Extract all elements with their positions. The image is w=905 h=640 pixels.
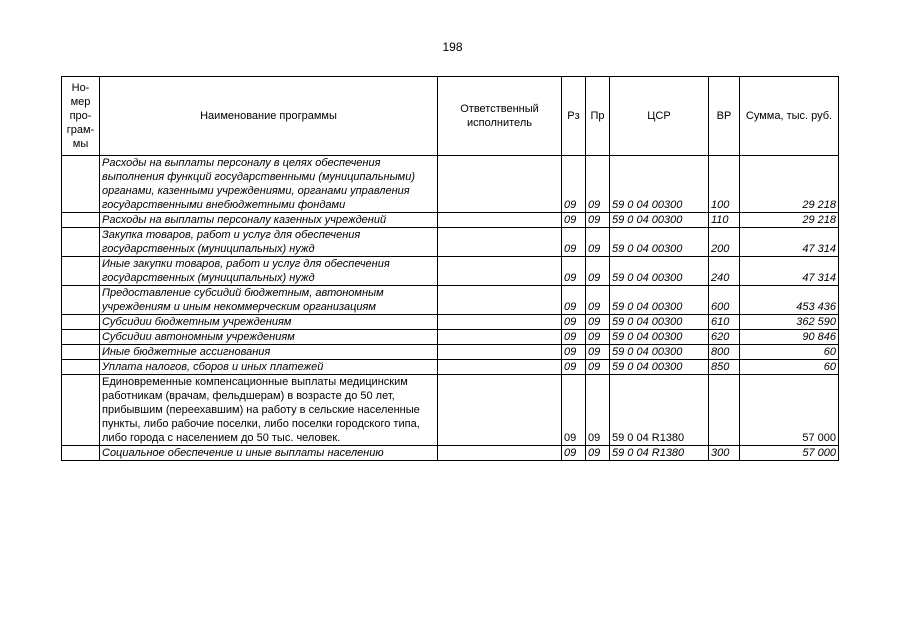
vr-cell: 800 xyxy=(709,345,740,360)
csr-cell: 59 0 04 R1380 xyxy=(610,375,709,446)
csr-cell: 59 0 04 00300 xyxy=(610,156,709,213)
vr-cell: 850 xyxy=(709,360,740,375)
program-number-cell xyxy=(62,330,100,345)
header-program-number xyxy=(62,77,100,156)
program-name-cell: Иные бюджетные ассигнования xyxy=(100,345,438,360)
vr-cell: 200 xyxy=(709,228,740,257)
pr-cell: 09 xyxy=(586,375,610,446)
header-vr: ВР xyxy=(709,77,740,156)
program-name-cell: Расходы на выплаты персоналу в целях обеспечения выполнения функций государственными (муниципальными) органами, казенными учреждениями, органами управления государственными внебюджетными фондами xyxy=(100,156,438,213)
vr-cell: 300 xyxy=(709,446,740,461)
vr-cell: 620 xyxy=(709,330,740,345)
header-responsible: Ответственный исполнитель xyxy=(438,77,562,156)
program-number-cell xyxy=(62,213,100,228)
table-row xyxy=(62,360,839,375)
header-pr: Пр xyxy=(586,77,610,156)
vr-cell: 110 xyxy=(709,213,740,228)
program-number-cell xyxy=(62,156,100,213)
program-number-cell xyxy=(62,315,100,330)
program-name-cell: Субсидии автономным учреждениям xyxy=(100,330,438,345)
rz-cell: 09 xyxy=(562,345,586,360)
program-number-cell xyxy=(62,360,100,375)
table-row xyxy=(62,330,839,345)
table-row xyxy=(62,286,839,315)
rz-cell: 09 xyxy=(562,330,586,345)
sum-cell: 60 xyxy=(740,360,839,375)
vr-cell: 240 xyxy=(709,257,740,286)
sum-cell: 57 000 xyxy=(740,446,839,461)
table-row xyxy=(62,315,839,330)
sum-cell: 57 000 xyxy=(740,375,839,446)
rz-cell: 09 xyxy=(562,360,586,375)
program-number-cell xyxy=(62,345,100,360)
program-name-cell: Единовременные компенсационные выплаты медицинским работникам (врачам, фельдшерам) в возрасте до 50 лет, прибывшим (переехавшим) на работу в сельские населенные пункты, либо рабочие поселки, либо поселки городского типа, либо города с населением до 50 тыс. человек. xyxy=(100,375,438,446)
rz-cell: 09 xyxy=(562,375,586,446)
rz-cell: 09 xyxy=(562,315,586,330)
program-number-cell xyxy=(62,286,100,315)
pr-cell: 09 xyxy=(586,330,610,345)
program-name-cell: Социальное обеспечение и иные выплаты населению xyxy=(100,446,438,461)
csr-cell: 59 0 04 00300 xyxy=(610,213,709,228)
header-rz: Рз xyxy=(562,77,586,156)
table-row xyxy=(62,228,839,257)
responsible-cell xyxy=(438,257,562,286)
header-row xyxy=(62,77,839,156)
rz-cell: 09 xyxy=(562,257,586,286)
header-program-number-line: грам- xyxy=(66,124,95,136)
header-csr: ЦСР xyxy=(610,77,709,156)
rz-cell: 09 xyxy=(562,228,586,257)
csr-cell: 59 0 04 00300 xyxy=(610,360,709,375)
pr-cell: 09 xyxy=(586,213,610,228)
budget-table xyxy=(61,76,839,461)
responsible-cell xyxy=(438,156,562,213)
responsible-cell xyxy=(438,446,562,461)
rz-cell: 09 xyxy=(562,213,586,228)
csr-cell: 59 0 04 00300 xyxy=(610,345,709,360)
responsible-cell xyxy=(438,345,562,360)
header-program-number-line: Но- xyxy=(71,82,90,94)
pr-cell: 09 xyxy=(586,315,610,330)
csr-cell: 59 0 04 00300 xyxy=(610,315,709,330)
program-number-cell xyxy=(62,228,100,257)
pr-cell: 09 xyxy=(586,156,610,213)
rz-cell: 09 xyxy=(562,286,586,315)
program-name-cell: Закупка товаров, работ и услуг для обеспечения государственных (муниципальных) нужд xyxy=(100,228,438,257)
pr-cell: 09 xyxy=(586,286,610,315)
csr-cell: 59 0 04 00300 xyxy=(610,228,709,257)
program-name-cell: Уплата налогов, сборов и иных платежей xyxy=(100,360,438,375)
sum-cell: 29 218 xyxy=(740,156,839,213)
vr-cell: 600 xyxy=(709,286,740,315)
csr-cell: 59 0 04 00300 xyxy=(610,330,709,345)
vr-cell: 610 xyxy=(709,315,740,330)
table-row xyxy=(62,257,839,286)
sum-cell: 90 846 xyxy=(740,330,839,345)
responsible-cell xyxy=(438,286,562,315)
header-program-name: Наименование программы xyxy=(100,77,438,156)
program-name-cell: Предоставление субсидий бюджетным, автономным учреждениям и иным некоммерческим организациям xyxy=(100,286,438,315)
pr-cell: 09 xyxy=(586,228,610,257)
responsible-cell xyxy=(438,228,562,257)
program-number-cell xyxy=(62,257,100,286)
csr-cell: 59 0 04 R1380 xyxy=(610,446,709,461)
table-row xyxy=(62,345,839,360)
sum-cell: 47 314 xyxy=(740,257,839,286)
sum-cell: 60 xyxy=(740,345,839,360)
program-number-cell xyxy=(62,375,100,446)
pr-cell: 09 xyxy=(586,360,610,375)
responsible-cell xyxy=(438,213,562,228)
sum-cell: 29 218 xyxy=(740,213,839,228)
responsible-cell xyxy=(438,315,562,330)
table-row xyxy=(62,156,839,213)
responsible-cell xyxy=(438,360,562,375)
program-name-cell: Субсидии бюджетным учреждениям xyxy=(100,315,438,330)
table-row xyxy=(62,213,839,228)
csr-cell: 59 0 04 00300 xyxy=(610,286,709,315)
table-row xyxy=(62,375,839,446)
sum-cell: 47 314 xyxy=(740,228,839,257)
csr-cell: 59 0 04 00300 xyxy=(610,257,709,286)
header-program-number-line: мы xyxy=(72,138,89,150)
header-sum: Сумма, тыс. руб. xyxy=(740,77,839,156)
header-program-number-line: про- xyxy=(69,110,92,122)
table-row xyxy=(62,446,839,461)
pr-cell: 09 xyxy=(586,345,610,360)
program-name-cell: Расходы на выплаты персоналу казенных учреждений xyxy=(100,213,438,228)
vr-cell: 100 xyxy=(709,156,740,213)
pr-cell: 09 xyxy=(586,446,610,461)
vr-cell xyxy=(709,375,740,446)
program-name-cell: Иные закупки товаров, работ и услуг для обеспечения государственных (муниципальных) нужд xyxy=(100,257,438,286)
rz-cell: 09 xyxy=(562,156,586,213)
page-number: 198 xyxy=(442,40,463,54)
sum-cell: 362 590 xyxy=(740,315,839,330)
pr-cell: 09 xyxy=(586,257,610,286)
program-number-cell xyxy=(62,446,100,461)
rz-cell: 09 xyxy=(562,446,586,461)
responsible-cell xyxy=(438,330,562,345)
sum-cell: 453 436 xyxy=(740,286,839,315)
header-program-number-line: мер xyxy=(70,96,91,108)
responsible-cell xyxy=(438,375,562,446)
